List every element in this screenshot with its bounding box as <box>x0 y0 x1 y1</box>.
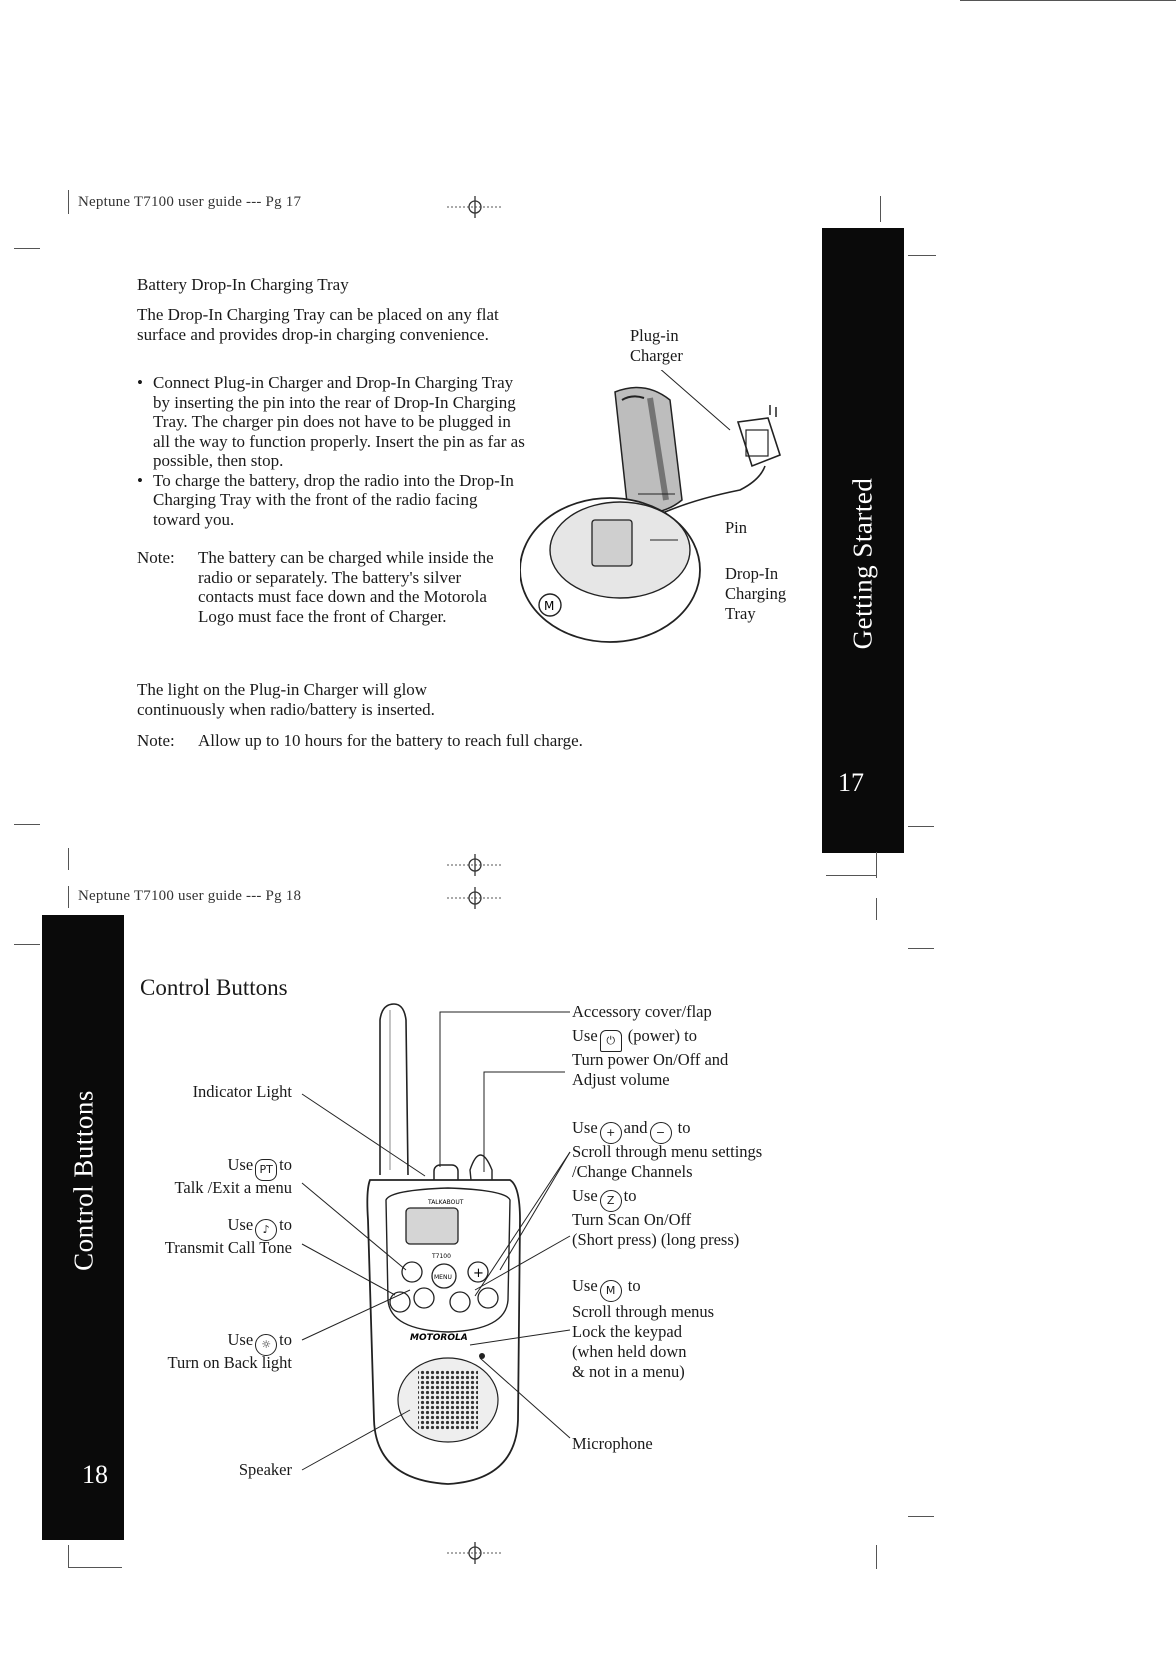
label-indicator-light: Indicator Light <box>192 1082 292 1101</box>
page18-title: Control Buttons <box>140 975 288 1000</box>
svg-text:M: M <box>544 599 555 613</box>
registration-mark-icon <box>445 194 505 220</box>
registration-mark-icon <box>445 1540 505 1566</box>
call-tone-icon: ♪ <box>255 1219 277 1241</box>
label-power-desc2: Adjust volume <box>572 1070 670 1089</box>
backlight-icon: ☼ <box>255 1334 277 1356</box>
getting-started-tab-title: Getting Started <box>847 477 878 650</box>
charger-illustration <box>520 370 810 700</box>
label-menu-desc3: (when held down <box>572 1342 687 1361</box>
radio-model-text: T7100 <box>432 1253 451 1260</box>
label-menu <box>572 1276 832 1302</box>
scan-use-text: Use <box>572 1186 598 1205</box>
label-scan <box>572 1186 832 1212</box>
label-menu-desc4: & not in a menu) <box>572 1362 685 1381</box>
charging-tray <box>520 498 700 642</box>
battery-pack <box>615 388 682 514</box>
getting-started-tab <box>822 228 904 853</box>
minus-icon: − <box>650 1122 672 1144</box>
label-menu-desc1: Scroll through menus <box>572 1302 715 1321</box>
page17-number: 17 <box>838 768 864 797</box>
power-icon: ⏻ <box>600 1030 622 1052</box>
radio-illustration <box>360 1000 530 1490</box>
scan-icon: Z <box>600 1190 622 1212</box>
page17-light-text: The light on the Plug-in Charger will glow continuously when radio/battery is inserted. <box>137 680 435 719</box>
radio-brand-text: MOTOROLA <box>410 1333 468 1343</box>
menu-icon: M <box>600 1280 622 1302</box>
label-power-desc1: Turn power On/Off and <box>572 1050 729 1069</box>
label-plug-in-charger: Plug-in Charger <box>630 326 683 365</box>
svg-text:+: + <box>473 1266 484 1281</box>
label-ptt-desc: Talk /Exit a menu <box>174 1178 292 1197</box>
label-accessory: Accessory cover/flap <box>572 1002 712 1021</box>
page17-section-title: Battery Drop-In Charging Tray <box>137 275 349 294</box>
page17-note1-text: The battery can be charged while inside the radio or separately. The battery's silver contacts must face down and the Motorola Logo must face the front of Charger. <box>198 548 494 626</box>
label-scan-desc2: (Short press) (long press) <box>572 1230 740 1249</box>
call-to-text: to <box>279 1215 292 1234</box>
ptt-to-text: to <box>279 1155 292 1174</box>
page17-header: Neptune T7100 user guide --- Pg 17 <box>78 194 302 210</box>
page17-note2-label: Note: <box>137 731 175 750</box>
label-microphone: Microphone <box>572 1434 653 1453</box>
label-backlight-desc: Turn on Back light <box>167 1353 292 1372</box>
page17-note2-text: Allow up to 10 hours for the battery to reach full charge. <box>198 731 583 750</box>
control-buttons-tab-title: Control Buttons <box>68 1090 99 1271</box>
label-call-tone-desc: Transmit Call Tone <box>164 1238 292 1257</box>
label-speaker: Speaker <box>238 1460 292 1479</box>
page17-note1-label: Note: <box>137 548 175 567</box>
menu-to-text: to <box>627 1276 641 1295</box>
page18-number: 18 <box>82 1460 108 1489</box>
page17-intro: The Drop-In Charging Tray can be placed on any flat surface and provides drop-in charging convenience. <box>137 305 499 344</box>
label-scan-desc1: Turn Scan On/Off <box>572 1210 692 1229</box>
label-drop-in-tray: Drop-In Charging Tray <box>725 564 787 623</box>
label-menu-desc2: Lock the keypad <box>572 1322 682 1341</box>
page18-header: Neptune T7100 user guide --- Pg 18 <box>78 888 302 904</box>
page17-bullets <box>137 373 525 529</box>
plusminus-to-text: to <box>677 1118 691 1137</box>
label-pin: Pin <box>725 518 748 537</box>
plusminus-use-text: Use <box>572 1118 598 1137</box>
radio-menu-key: MENU <box>434 1274 452 1281</box>
call-use-text: Use <box>227 1215 254 1234</box>
radio-series-text: TALKABOUT <box>428 1199 464 1206</box>
registration-mark-icon <box>445 852 505 878</box>
control-buttons-tab <box>42 915 124 1540</box>
label-plus-minus <box>572 1118 832 1144</box>
bullet-item: • To charge the battery, drop the radio into the Drop-In Charging Tray with the front of the radio facing toward you. <box>137 471 525 530</box>
power-word-text: (power) to <box>627 1026 697 1045</box>
power-use-text: Use <box>572 1026 598 1045</box>
ptt-icon: PT <box>255 1159 277 1181</box>
menu-use-text: Use <box>572 1276 598 1295</box>
backlight-to-text: to <box>279 1330 292 1349</box>
backlight-use-text: Use <box>227 1330 254 1349</box>
scan-to-text: to <box>623 1186 637 1205</box>
plusminus-and-text: and <box>623 1118 648 1137</box>
label-plusminus-desc1: Scroll through menu settings <box>572 1142 763 1161</box>
ptt-use-text: Use <box>227 1155 254 1174</box>
label-power <box>572 1026 832 1052</box>
registration-mark-icon <box>445 885 505 911</box>
plus-icon: + <box>600 1122 622 1144</box>
label-plusminus-desc2: /Change Channels <box>572 1162 693 1181</box>
bullet-item: • Connect Plug-in Charger and Drop-In Charging Tray by inserting the pin into the rear of Drop-In Charging Tray. The charger pin does not have to be plugged in all the way to function properly. Insert the pin as far as possible, then stop. <box>137 373 525 471</box>
